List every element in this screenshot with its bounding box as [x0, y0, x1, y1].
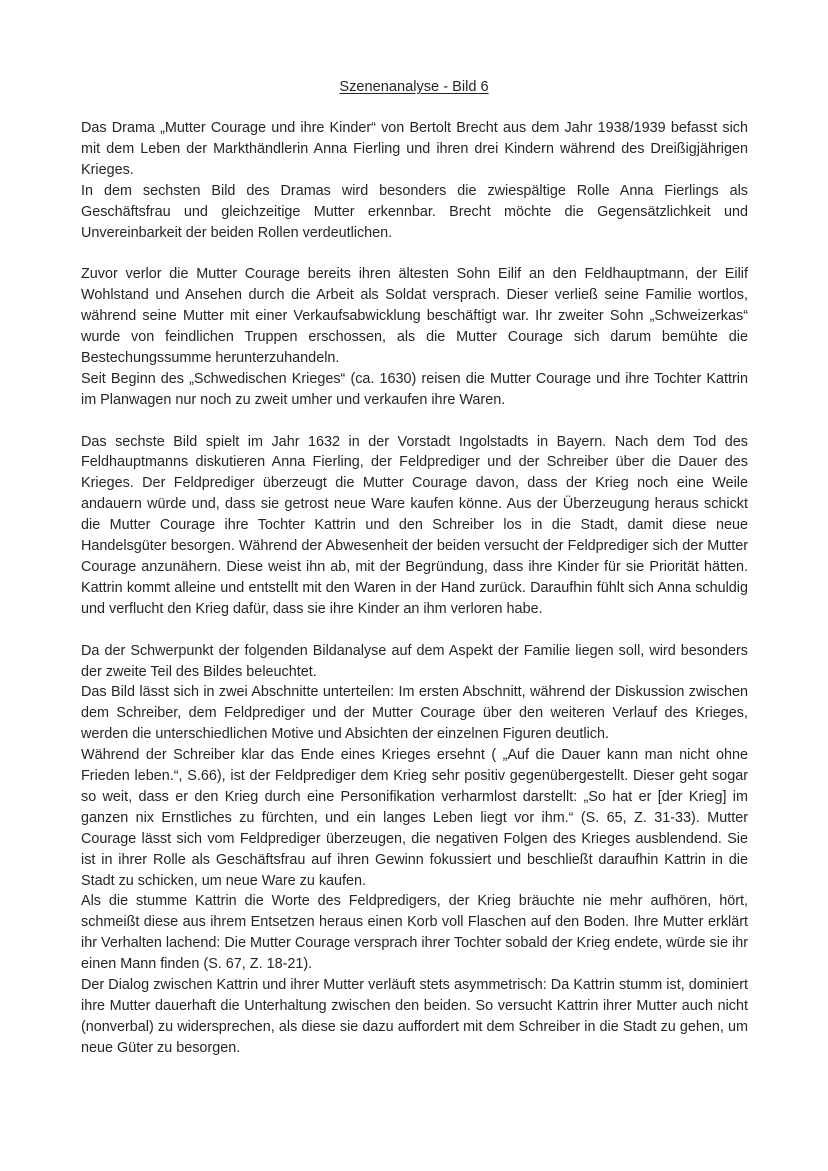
paragraph-focus: Da der Schwerpunkt der folgenden Bildanalyse auf dem Aspekt der Familie liegen soll, wird besonders der zweite Teil des Bildes beleuchtet. — [81, 642, 748, 680]
document-body — [81, 118, 748, 1059]
paragraph-summary: Das sechste Bild spielt im Jahr 1632 in der Vorstadt Ingolstadts in Bayern. Nach dem Tod des Feldhauptmanns diskutieren Anna Fierling, der Feldprediger und der Schreiber über die Dauer des Krieges. Der Feldprediger überzeugt die Mutter Courage davon, dass der Krieg noch eine Weile andauern würde und, dass sie getrost neue Ware kaufen könne. Aus der Überzeugung heraus schickt die Mutter Courage ihre Tochter Kattrin und den Schreiber los in die Stadt, damit diese neue Handelsgüter besorgen. Während der Abwesenheit der beiden versucht der Feldprediger sich der Mutter Courage anzunähern. Diese weist ihn ab, mit der Begründung, dass ihre Kinder für sie Priorität hätten. Kattrin kommt alleine und entstellt mit den Waren in der Hand zurück. Daraufhin fühlt sich Anna schuldig und verflucht den Krieg dafür, dass sie ihre Kinder an ihm verloren habe. — [81, 433, 748, 617]
paragraph-structure: Das Bild lässt sich in zwei Abschnitte unterteilen: Im ersten Abschnitt, während der Diskussion zwischen dem Schreiber, dem Feldprediger und der Mutter Courage über den weiteren Verlauf des Krieges, werden die unterschiedlichen Motive und Absichten der einzelnen Figuren deutlich. — [81, 684, 748, 743]
paragraph-gap — [81, 411, 748, 432]
paragraph-analysis-3: Der Dialog zwischen Kattrin und ihrer Mutter verläuft stets asymmetrisch: Da Kattrin stumm ist, dominiert ihre Mutter dauerhaft die Unterhaltung zwischen den beiden. So versucht Kattrin ihrer Mutter auch nicht (nonverbal) zu widersprechen, als diese sie dazu auffordert mit dem Schreiber in die Stadt zu gehen, um neue Güter zu besorgen. — [81, 977, 748, 1056]
paragraph-gap — [81, 243, 748, 264]
paragraph-thesis: In dem sechsten Bild des Dramas wird besonders die zwiespältige Rolle Anna Fierlings als Geschäftsfrau und gleichzeitige Mutter erkennbar. Brecht möchte die Gegensätzlichkeit und Unvereinbarkeit der beiden Rollen verdeutlichen. — [81, 182, 748, 241]
paragraph-context: Seit Beginn des „Schwedischen Krieges“ (ca. 1630) reisen die Mutter Courage und ihre Tochter Kattrin im Planwagen nur noch zu zweit umher und verkaufen ihre Waren. — [81, 370, 748, 408]
page-title: Szenenanalyse - Bild 6 — [339, 79, 489, 95]
paragraph-analysis-1: Während der Schreiber klar das Ende eines Krieges ersehnt ( „Auf die Dauer kann man nicht ohne Frieden leben.“, S.66), ist der Feldprediger dem Krieg sehr positiv gegenübergestellt. Dieser geht sogar so weit, dass er den Krieg durch eine Personifikation verharmlost darstellt: „So hat er [der Krieg] im ganzen nix Ernstliches zu fürchten, und ein langes Leben liegt vor ihm.“ (S. 65, Z. 31-33). Mutter Courage lässt sich vom Feldprediger überzeugen, die negativen Folgen des Krieges ausblendend. Sie ist in ihrer Rolle als Geschäftsfrau auf ihren Gewinn fokussiert und beschließt daraufhin Kattrin in die Stadt zu schicken, um neue Ware zu kaufen. — [81, 747, 748, 889]
paragraph-background: Zuvor verlor die Mutter Courage bereits ihren ältesten Sohn Eilif an den Feldhauptmann, der Eilif Wohlstand und Ansehen durch die Arbeit als Soldat versprach. Dieser verließ seine Familie wortlos, während seine Mutter mit einer Verkaufsabwicklung beschäftigt war. Ihr zweiter Sohn „Schweizerkas“ wurde von feindlichen Truppen erschossen, als die Mutter Courage sich darum bemühte die Bestechungssumme herunterzuhandeln. — [81, 266, 748, 366]
paragraph-gap — [81, 620, 748, 641]
paragraph-analysis-2: Als die stumme Kattrin die Worte des Feldpredigers, der Krieg bräuchte nie mehr aufhören, hört, schmeißt diese aus ihrem Entsetzen heraus einen Korb voll Flaschen auf den Boden. Ihre Mutter erklärt ihr Verhalten lachend: Die Mutter Courage versprach ihrer Tochter sobald der Krieg endete, würde sie ihr einen Mann finden (S. 67, Z. 18-21). — [81, 893, 748, 973]
paragraph-intro: Das Drama „Mutter Courage und ihre Kinder“ von Bertolt Brecht aus dem Jahr 1938/1939 befasst sich mit dem Leben der Markthändlerin Anna Fierling und ihren drei Kindern während des Dreißigjährigen Krieges. — [81, 120, 748, 178]
